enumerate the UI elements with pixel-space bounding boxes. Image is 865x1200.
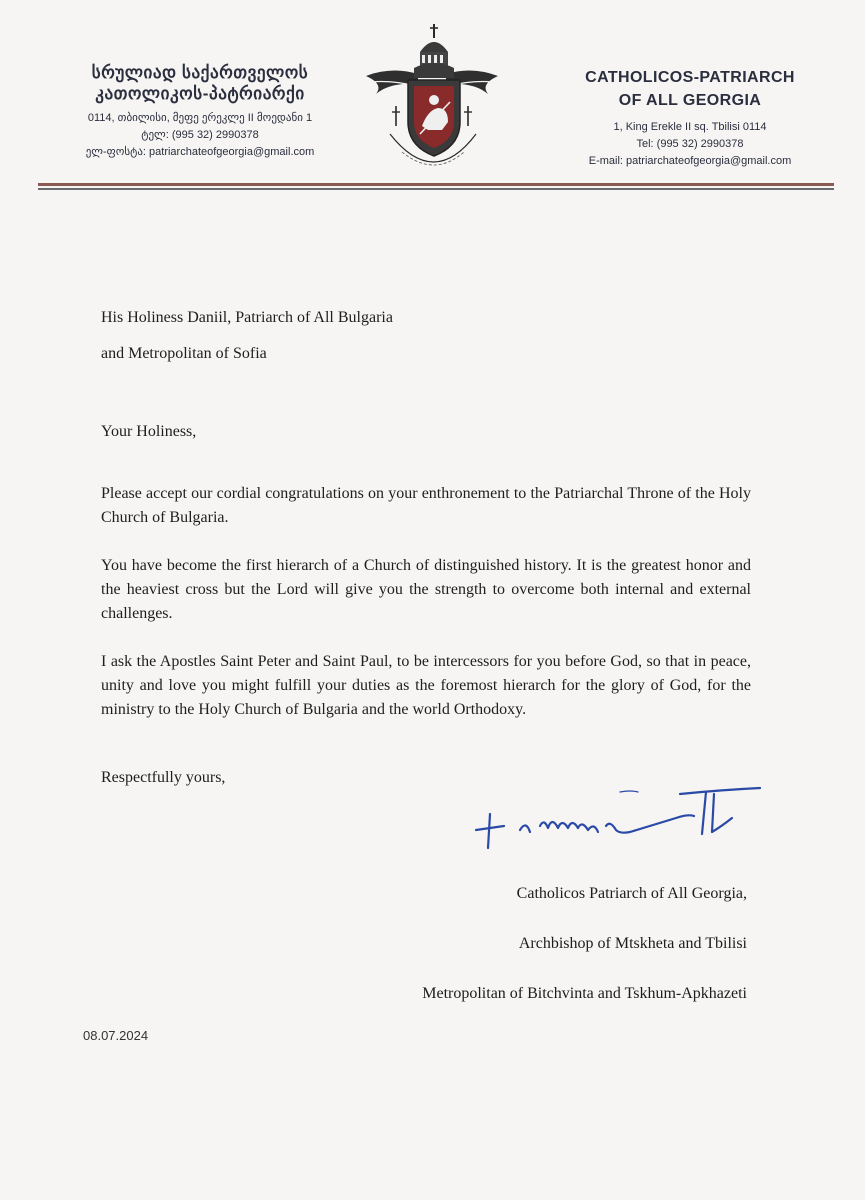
body-paragraph: You have become the first hierarch of a Church of distinguished history. It is the greatest honor and the heaviest cross but the Lord will give you the strength to overcome both internal and external challenges. [101, 557, 751, 622]
handwritten-signature-icon [470, 786, 770, 856]
georgian-phone: ტელ: (995 32) 2990378 [141, 129, 259, 141]
signatory-title-line2: Archbishop of Mtskheta and Tbilisi [518, 935, 747, 952]
recipient-line1: His Holiness Daniil, Patriarch of All Bulgaria [101, 309, 393, 326]
patriarchal-coat-of-arms-icon [362, 22, 502, 182]
georgian-contact [40, 110, 360, 161]
english-contact [540, 119, 840, 170]
letterhead-georgian [40, 62, 360, 161]
body-paragraph: Please accept our cordial congratulations on your enthronement to the Patriarchal Throne of the Holy Church of Bulgaria. [101, 485, 751, 526]
letterhead-rule-bottom [38, 188, 834, 190]
georgian-title-line2: კათოლიკოს-პატრიარქი [95, 84, 305, 103]
georgian-address: 0114, თბილისი, მეფე ერეკლე II მოედანი 1 [87, 112, 313, 124]
recipient-line2: and Metropolitan of Sofia [101, 345, 267, 362]
english-title-line1: CATHOLICOS-PATRIARCH [585, 69, 795, 86]
letter-date: 08.07.2024 [83, 1028, 149, 1043]
signatory-title-line3: Metropolitan of Bitchvinta and Tskhum-Apkhazeti [422, 985, 747, 1002]
letterhead-rule-top [38, 183, 834, 186]
salutation: Your Holiness, [101, 423, 197, 440]
english-title-line2: OF ALL GEORGIA [618, 92, 762, 109]
closing: Respectfully yours, [101, 769, 226, 786]
body-paragraph: I ask the Apostles Saint Peter and Saint Paul, to be intercessors for you before God, so that in peace, unity and love you might fulfill your duties as the foremost hierarch for the glory of God, for the ministry to the Holy Church of Bulgaria and the world Orthodoxy. [101, 653, 751, 718]
letterhead-english [540, 66, 840, 170]
georgian-title-line1: სრულიად საქართველოს [91, 63, 309, 82]
english-address: 1, King Erekle II sq. Tbilisi 0114 [613, 121, 767, 133]
english-phone: Tel: (995 32) 2990378 [636, 138, 744, 150]
signatory-title-line1: Catholicos Patriarch of All Georgia, [516, 885, 747, 902]
georgian-email: ელ-ფოსტა: patriarchateofgeorgia@gmail.com [85, 146, 315, 158]
english-email: E-mail: patriarchateofgeorgia@gmail.com [588, 155, 792, 167]
